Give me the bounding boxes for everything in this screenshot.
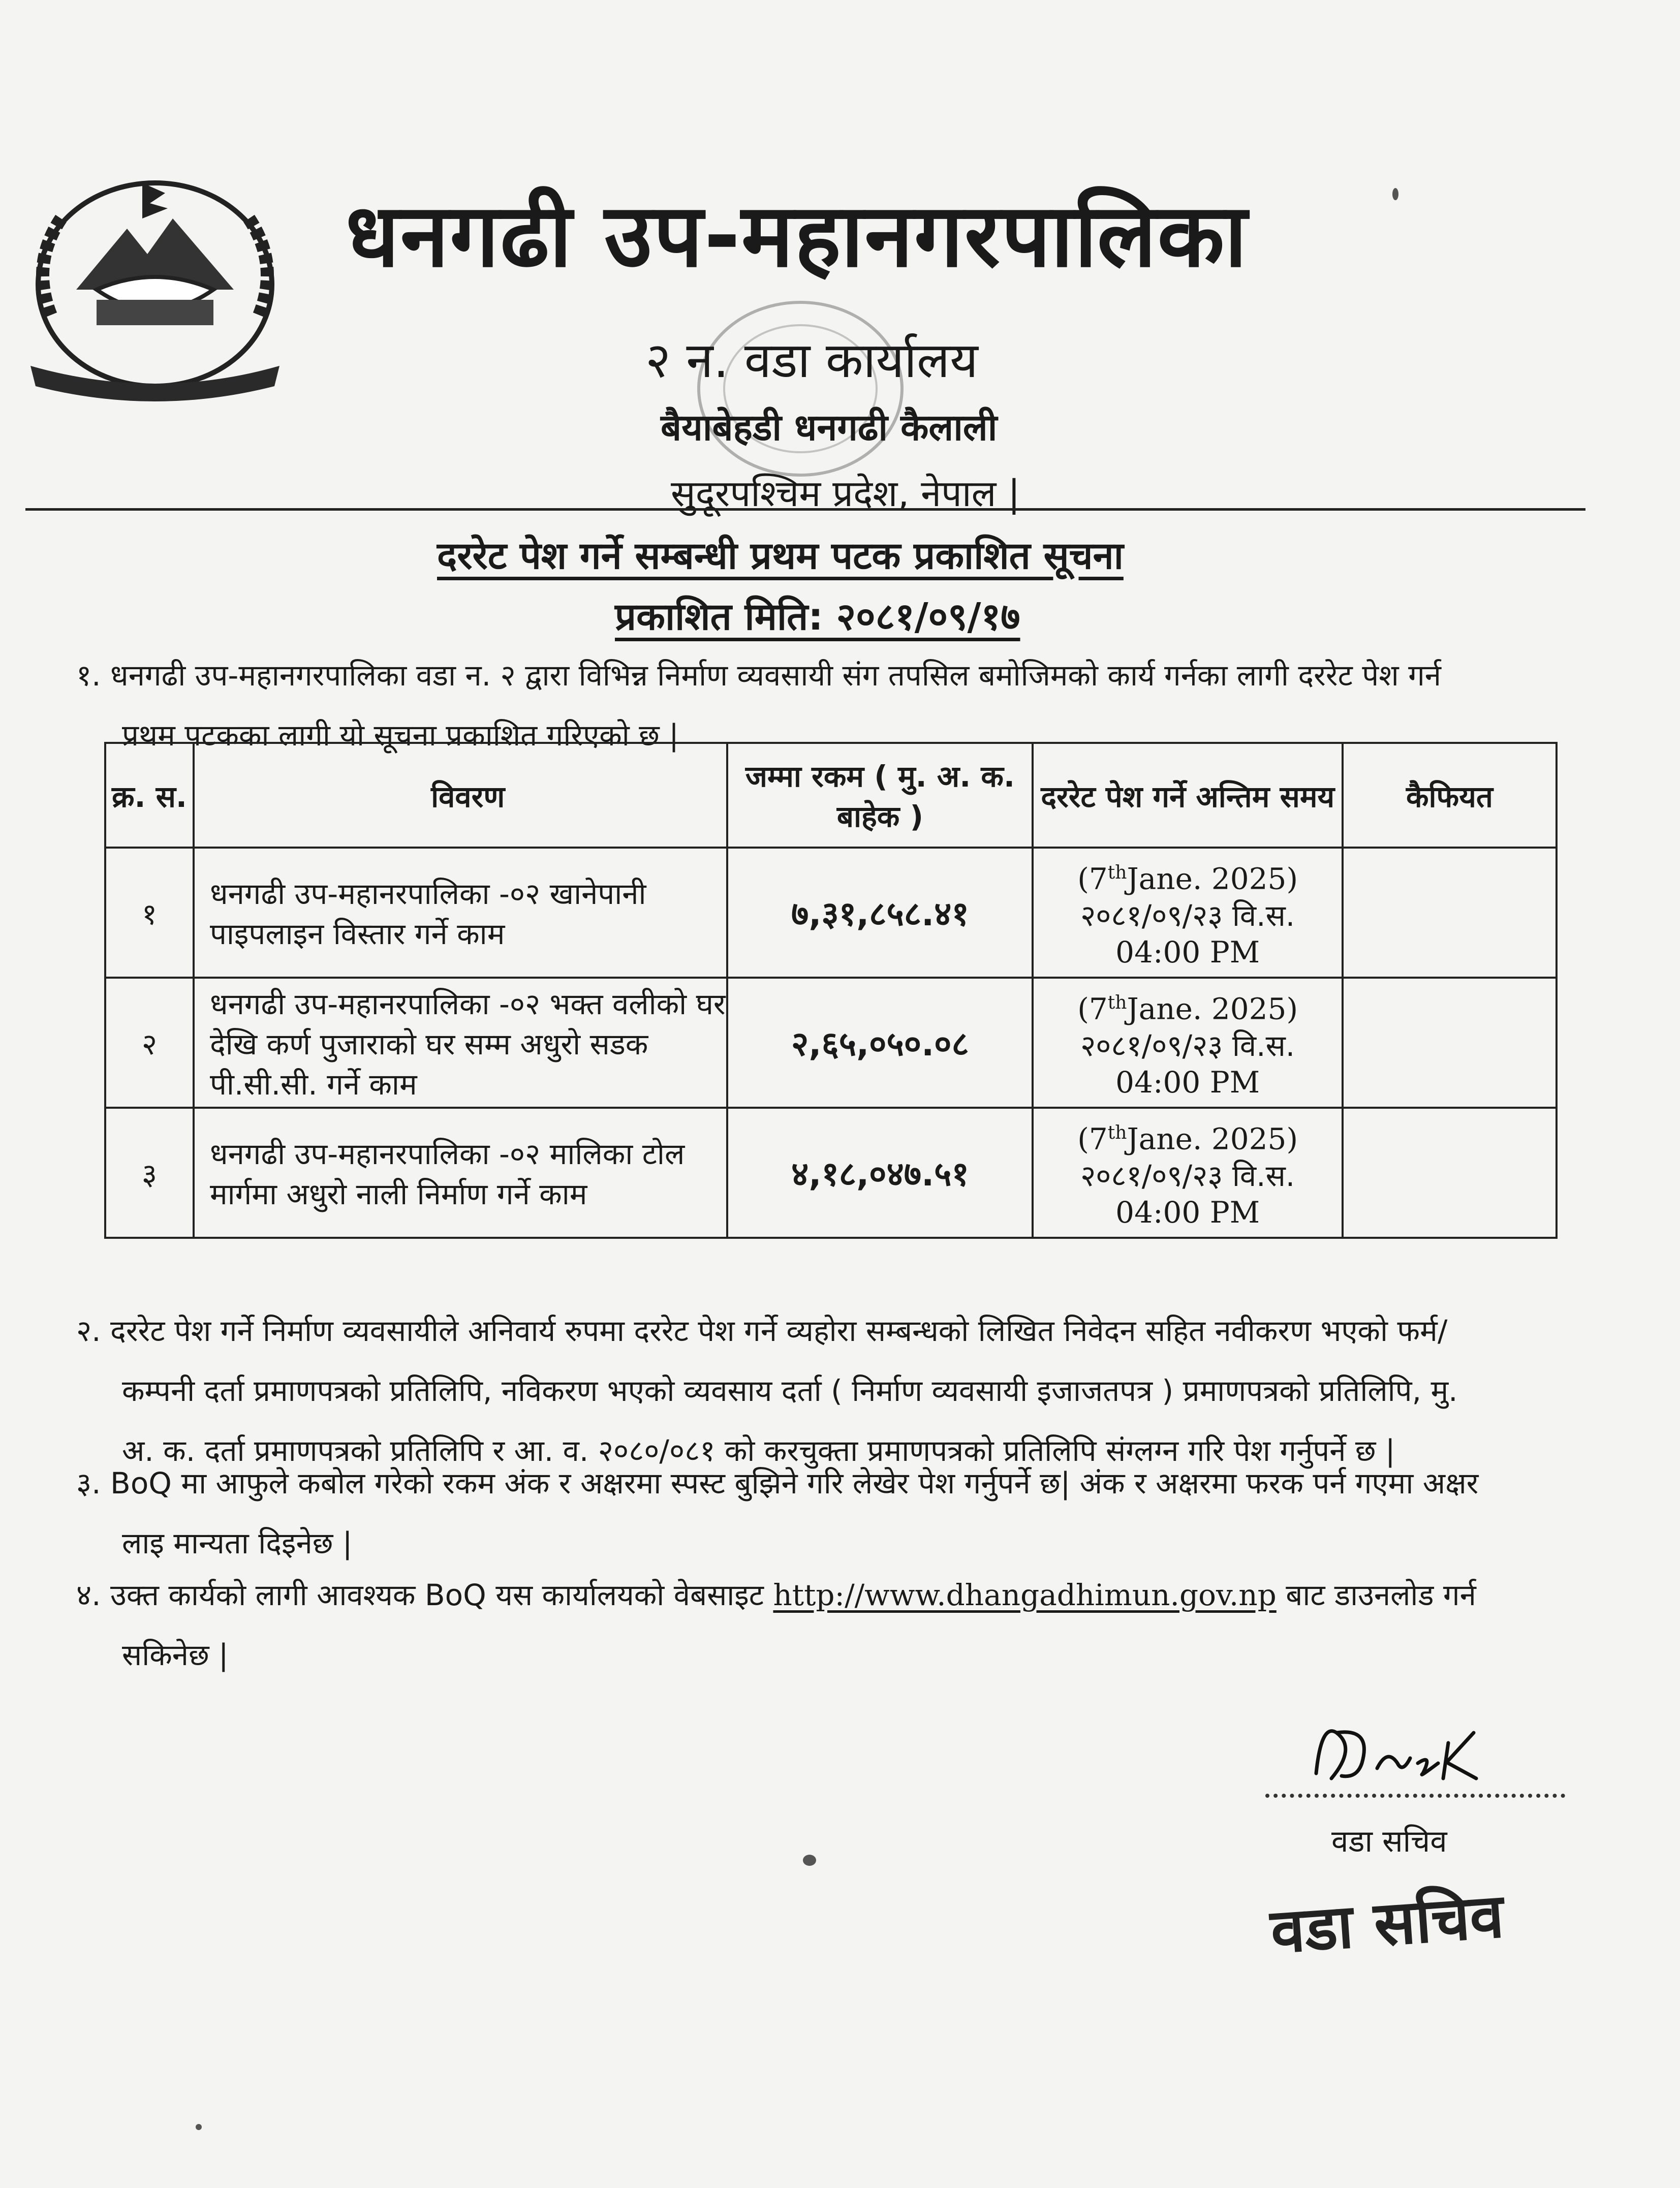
paragraph-4 — [76, 1565, 1601, 1685]
header-sn: क्र. स. — [105, 743, 194, 848]
row-remarks — [1343, 978, 1557, 1108]
header-divider — [25, 508, 1585, 511]
row-sn: ३ — [105, 1108, 194, 1238]
ward-secretary-label: वडा सचिव — [1331, 1824, 1447, 1859]
paragraph-1-line-2: प्रथम पटकका लागी यो सूचना प्रकाशित गरिएको छ | — [122, 718, 679, 753]
signature-line — [1265, 1794, 1565, 1798]
scan-speck — [803, 1855, 816, 1866]
table-header-row — [105, 743, 1557, 848]
works-table — [104, 742, 1558, 1239]
deadline-time: 04:00 PM — [1115, 934, 1260, 970]
row-deadline — [1033, 978, 1342, 1108]
paragraph-2-line-1: २. दररेट पेश गर्ने निर्माण व्यवसायीले अनिवार्य रुपमा दररेट पेश गर्ने व्यहोरा सम्बन्धको लिखित निवेदन सहित नवीकरण भएको फर्म/ — [76, 1314, 1448, 1348]
scan-speck — [1392, 188, 1398, 200]
row-amount: ७,३१,८५८.४१ — [727, 848, 1033, 978]
row-description: धनगढी उप-महानरपालिका -०२ मालिका टोल मार्गमा अधुरो नाली निर्माण गर्ने काम — [194, 1108, 727, 1238]
row-description: धनगढी उप-महानरपालिका -०२ खानेपानी पाइपलाइन विस्तार गर्ने काम — [194, 848, 727, 978]
ward-office: २ न. वडा कार्यालय — [645, 332, 978, 389]
address-line-1: बैयाबेहडी धनगढी कैलाली — [661, 406, 998, 449]
table-row — [105, 978, 1557, 1108]
deadline-time: 04:00 PM — [1115, 1065, 1260, 1100]
header-remarks: कैफियत — [1343, 743, 1557, 848]
table-row — [105, 1108, 1557, 1238]
deadline-nepali: २०८१/०९/२३ वि.स. — [1080, 898, 1295, 933]
org-title: धनगढी उप-महानगरपालिका — [346, 184, 1249, 287]
row-amount: ४,१८,०४७.५१ — [727, 1108, 1033, 1238]
deadline-time: 04:00 PM — [1115, 1195, 1260, 1230]
paragraph-2-line-3: अ. क. दर्ता प्रमाणपत्रको प्रतिलिपि र आ. व. २०८०/०८१ को करचुक्ता प्रमाणपत्रको प्रतिलिपि संग्लग्न गरि पेश गर्नुपर्ने छ | — [122, 1433, 1395, 1468]
paragraph-4-line-1-end: बाट डाउनलोड गर्न — [1276, 1578, 1476, 1612]
deadline-english: (7thJane. 2025) — [1077, 861, 1298, 896]
notice-title: दररेट पेश गर्ने सम्बन्धी प्रथम पटक प्रकाशित सूचना — [437, 534, 1124, 578]
row-description: धनगढी उप-महानरपालिका -०२ भक्त वलीको घर देखि कर्ण पुजाराको घर सम्म अधुरो सडक पी.सी.सी. गर्ने काम — [194, 978, 727, 1108]
row-deadline — [1033, 1108, 1342, 1238]
paragraph-4-line-1-start: ४. उक्त कार्यको लागी आवश्यक BoQ यस कार्यालयको वेबसाइट — [76, 1578, 773, 1612]
website-link[interactable]: http://www.dhangadhimun.gov.np — [773, 1578, 1277, 1612]
scan-speck — [196, 2124, 202, 2130]
paragraph-4-line-2: सकिनेछ | — [122, 1638, 229, 1672]
paragraph-3 — [76, 1453, 1601, 1573]
header-description: विवरण — [194, 743, 727, 848]
table-row — [105, 848, 1557, 978]
row-remarks — [1343, 1108, 1557, 1238]
deadline-nepali: २०८१/०९/२३ वि.स. — [1080, 1158, 1295, 1193]
paragraph-3-line-2: लाइ मान्यता दिइनेछ | — [122, 1526, 353, 1560]
row-amount: २,६५,०५०.०८ — [727, 978, 1033, 1108]
ward-secretary-stamp: वडा सचिव — [1268, 1881, 1506, 1967]
header-amount: जम्मा रकम ( मु. अ. क. बाहेक ) — [727, 743, 1033, 848]
row-deadline — [1033, 848, 1342, 978]
address-line-2: सुदूरपश्चिम प्रदेश, नेपाल | — [671, 472, 1020, 515]
deadline-english: (7thJane. 2025) — [1077, 991, 1298, 1026]
published-date: प्रकाशित मिति: २०८१/०९/१७ — [615, 595, 1020, 639]
deadline-nepali: २०८१/०९/२३ वि.स. — [1080, 1028, 1295, 1063]
deadline-english: (7thJane. 2025) — [1077, 1121, 1298, 1156]
row-sn: १ — [105, 848, 194, 978]
header-deadline: दररेट पेश गर्ने अन्तिम समय — [1033, 743, 1342, 848]
signature-icon — [1301, 1712, 1489, 1789]
nepal-emblem-icon — [20, 163, 290, 407]
row-sn: २ — [105, 978, 194, 1108]
row-remarks — [1343, 848, 1557, 978]
paragraph-1-line-1: १. धनगढी उप-महानगरपालिका वडा न. २ द्वारा विभिन्न निर्माण व्यवसायी संग तपसिल बमोजिमको कार्य गर्नका लागी दररेट पेश गर्न — [76, 658, 1441, 693]
paragraph-2-line-2: कम्पनी दर्ता प्रमाणपत्रको प्रतिलिपि, नविकरण भएको व्यवसाय दर्ता ( निर्माण व्यवसायी इजाजतपत्र ) प्रमाणपत्रको प्रतिलिपि, मु. — [122, 1373, 1458, 1408]
paragraph-3-line-1: ३. BoQ मा आफुले कबोल गरेको रकम अंक र अक्षरमा स्पस्ट बुझिने गरि लेखेर पेश गर्नुपर्ने छ| अंक र अक्षरमा फरक पर्न गएमा अक्षर — [76, 1466, 1479, 1501]
